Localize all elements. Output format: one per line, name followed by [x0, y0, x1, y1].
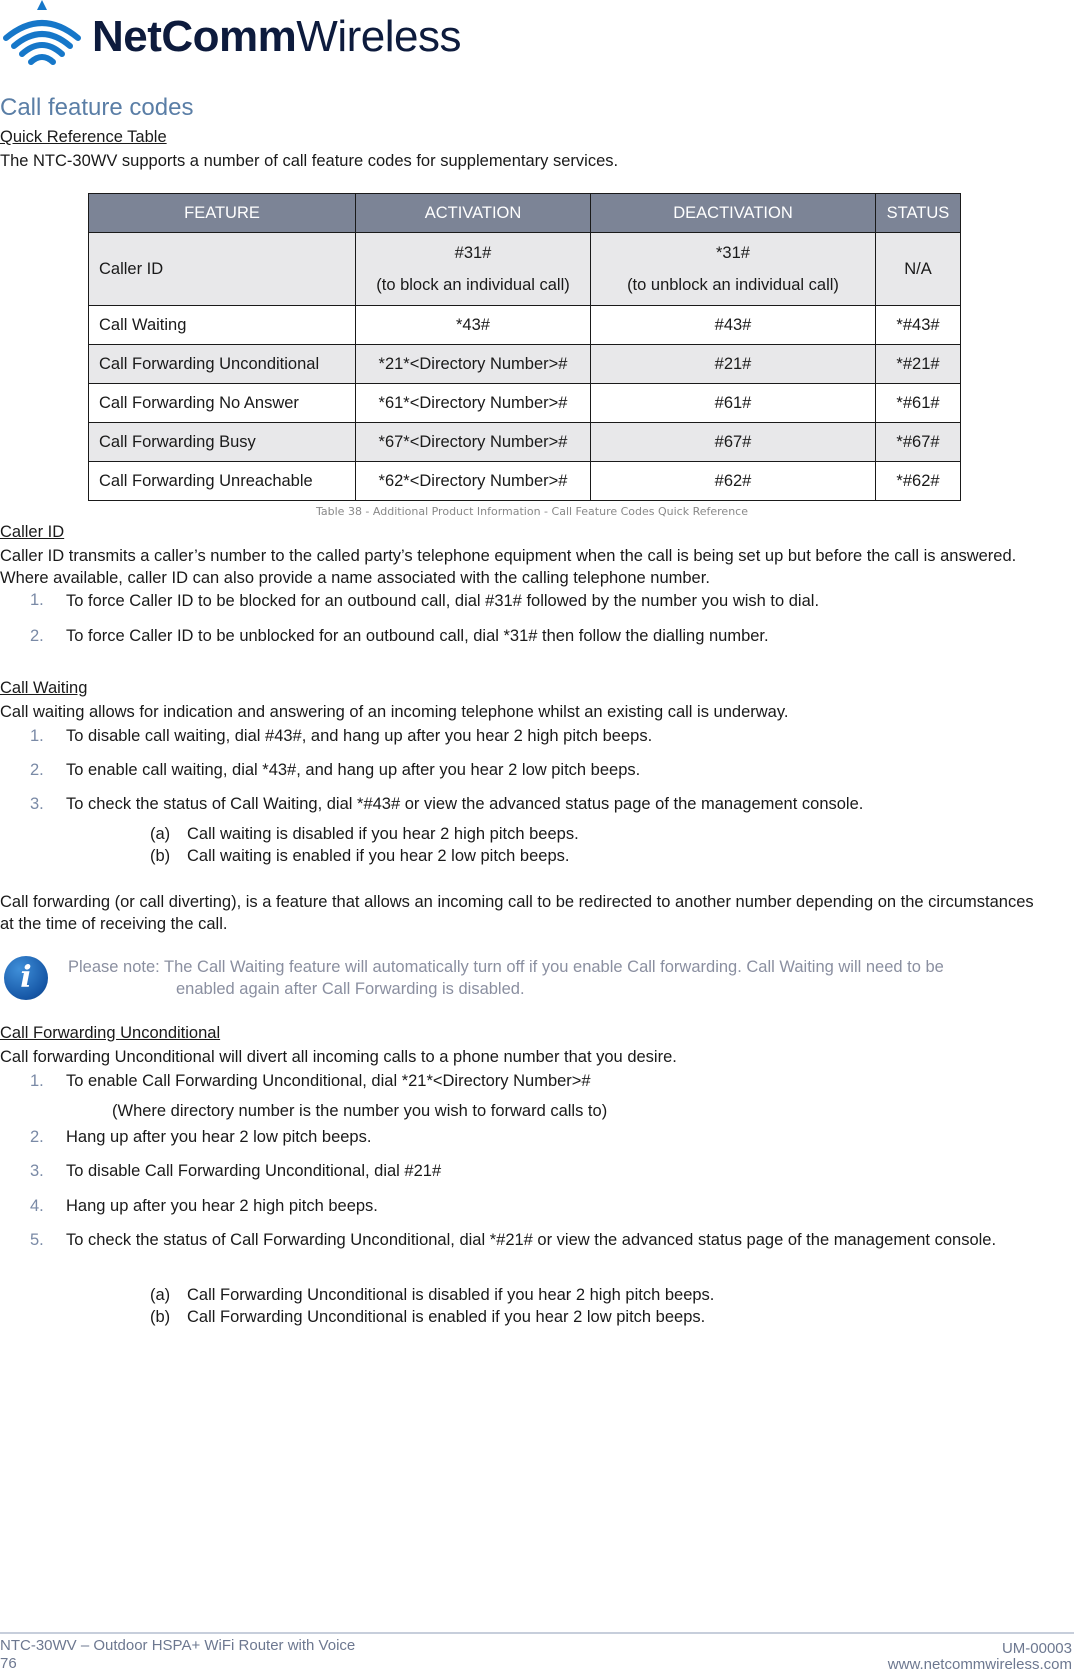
sub-list-item: Call Forwarding Unconditional is enabled if you hear 2 low pitch beeps. — [187, 1308, 706, 1326]
list-item: To check the status of Call Forwarding Unconditional, dial *#21# or view the advanced status page of the management console. — [66, 1231, 997, 1249]
cell-status: N/A — [876, 233, 961, 306]
footer-product: NTC-30WV – Outdoor HSPA+ WiFi Router with Voice — [0, 1637, 356, 1654]
list-item: To enable Call Forwarding Unconditional, dial *21*<Directory Number># — [66, 1072, 591, 1090]
info-icon: i — [4, 956, 48, 1000]
table-row — [89, 462, 961, 501]
sub-list-item: Call waiting is disabled if you hear 2 high pitch beeps. — [187, 825, 579, 843]
page-title: Call feature codes — [0, 94, 194, 121]
cfu-heading: Call Forwarding Unconditional — [0, 1024, 221, 1042]
table-row — [89, 233, 961, 306]
note-text: Please note: The Call Waiting feature will automatically turn off if you enable Call forwarding. Call Waiting will need to be enabled again after Call Forwarding is disabled. — [68, 958, 944, 998]
list-number: 1. — [30, 727, 44, 745]
cell-activation: *61*<Directory Number># — [356, 384, 591, 423]
cell-activation: #31# (to block an individual call) — [356, 233, 591, 306]
footer-doc-id: UM-00003 — [1001, 1640, 1072, 1657]
sub-list-letter: (a) — [150, 825, 171, 843]
footer-website: www.netcommwireless.com — [887, 1656, 1072, 1673]
wifi-logo-icon — [2, 0, 82, 70]
list-item: To force Caller ID to be blocked for an outbound call, dial #31# followed by the number you wish to dial. — [66, 592, 820, 610]
table-caption: Table 38 - Additional Product Information - Call Feature Codes Quick Reference — [316, 505, 748, 518]
caller-id-para: Caller ID transmits a caller’s number to the called party’s telephone equipment when the call is being set up but before the call is answered. Where available, caller ID can also provide a name associated with the calling telephone number. — [0, 547, 1017, 587]
quick-ref-heading: Quick Reference Table — [0, 128, 167, 146]
table-row — [89, 345, 961, 384]
cell-status: *#61# — [876, 384, 961, 423]
cell-status: *#62# — [876, 462, 961, 501]
list-number: 5. — [30, 1231, 44, 1249]
table-row — [89, 384, 961, 423]
cell-feature: Call Forwarding Unreachable — [89, 462, 356, 501]
footer-divider — [0, 1632, 1074, 1634]
list-item: Hang up after you hear 2 high pitch beeps. — [66, 1197, 378, 1215]
quick-ref-intro: The NTC-30WV supports a number of call feature codes for supplementary services. — [0, 152, 619, 170]
cell-feature: Call Forwarding Unconditional — [89, 345, 356, 384]
cell-feature: Call Forwarding No Answer — [89, 384, 356, 423]
list-number: 2. — [30, 1128, 44, 1146]
list-item: To disable call waiting, dial #43#, and hang up after you hear 2 high pitch beeps. — [66, 727, 653, 745]
col-header-status: STATUS — [876, 194, 961, 233]
table-header-row — [89, 194, 961, 233]
cell-activation: *67*<Directory Number># — [356, 423, 591, 462]
list-number: 3. — [30, 795, 44, 813]
caller-id-heading: Caller ID — [0, 523, 65, 541]
list-item: Hang up after you hear 2 low pitch beeps. — [66, 1128, 372, 1146]
cell-feature: Caller ID — [89, 233, 356, 306]
cell-activation: *43# — [356, 306, 591, 345]
table-row — [89, 423, 961, 462]
cell-status: *#21# — [876, 345, 961, 384]
cell-deactivation: #61# — [591, 384, 876, 423]
list-number: 2. — [30, 761, 44, 779]
sub-list-item: Call waiting is enabled if you hear 2 low pitch beeps. — [187, 847, 570, 865]
call-waiting-heading: Call Waiting — [0, 679, 88, 697]
feature-code-table — [88, 193, 961, 501]
list-item: To force Caller ID to be unblocked for an outbound call, dial *31# then follow the dialling number. — [66, 627, 769, 645]
cell-deactivation: *31# (to unblock an individual call) — [591, 233, 876, 306]
list-number: 2. — [30, 627, 44, 645]
list-item: To enable call waiting, dial *43#, and hang up after you hear 2 low pitch beeps. — [66, 761, 641, 779]
cfu-para: Call forwarding Unconditional will divert all incoming calls to a phone number that you desire. — [0, 1048, 677, 1066]
list-number: 3. — [30, 1162, 44, 1180]
logo-wordmark: NetCommWireless — [92, 12, 461, 61]
cell-deactivation: #62# — [591, 462, 876, 501]
sub-list-letter: (a) — [150, 1286, 171, 1304]
sub-list-letter: (b) — [150, 1308, 171, 1326]
list-item: To check the status of Call Waiting, dial *#43# or view the advanced status page of the management console. — [66, 795, 864, 813]
list-number: 4. — [30, 1197, 44, 1215]
step-note: (Where directory number is the number you wish to forward calls to) — [112, 1102, 608, 1120]
cell-status: *#67# — [876, 423, 961, 462]
cell-deactivation: #21# — [591, 345, 876, 384]
cell-status: *#43# — [876, 306, 961, 345]
call-waiting-para: Call waiting allows for indication and answering of an incoming telephone whilst an existing call is underway. — [0, 703, 789, 721]
netcomm-logo — [0, 0, 520, 70]
forwarding-para: Call forwarding (or call diverting), is a feature that allows an incoming call to be redirected to another number depending on the circumstances at the time of receiving the call. — [0, 893, 1034, 933]
cell-feature: Call Waiting — [89, 306, 356, 345]
list-number: 1. — [30, 591, 44, 609]
col-header-activation: ACTIVATION — [356, 194, 591, 233]
footer-page-number: 76 — [0, 1655, 17, 1672]
col-header-feature: FEATURE — [89, 194, 356, 233]
list-item: To disable Call Forwarding Unconditional, dial #21# — [66, 1162, 442, 1180]
col-header-deactivation: DEACTIVATION — [591, 194, 876, 233]
table-row — [89, 306, 961, 345]
cell-feature: Call Forwarding Busy — [89, 423, 356, 462]
list-number: 1. — [30, 1072, 44, 1090]
sub-list-item: Call Forwarding Unconditional is disabled if you hear 2 high pitch beeps. — [187, 1286, 715, 1304]
cell-deactivation: #43# — [591, 306, 876, 345]
cell-deactivation: #67# — [591, 423, 876, 462]
cell-activation: *21*<Directory Number># — [356, 345, 591, 384]
sub-list-letter: (b) — [150, 847, 171, 865]
cell-activation: *62*<Directory Number># — [356, 462, 591, 501]
